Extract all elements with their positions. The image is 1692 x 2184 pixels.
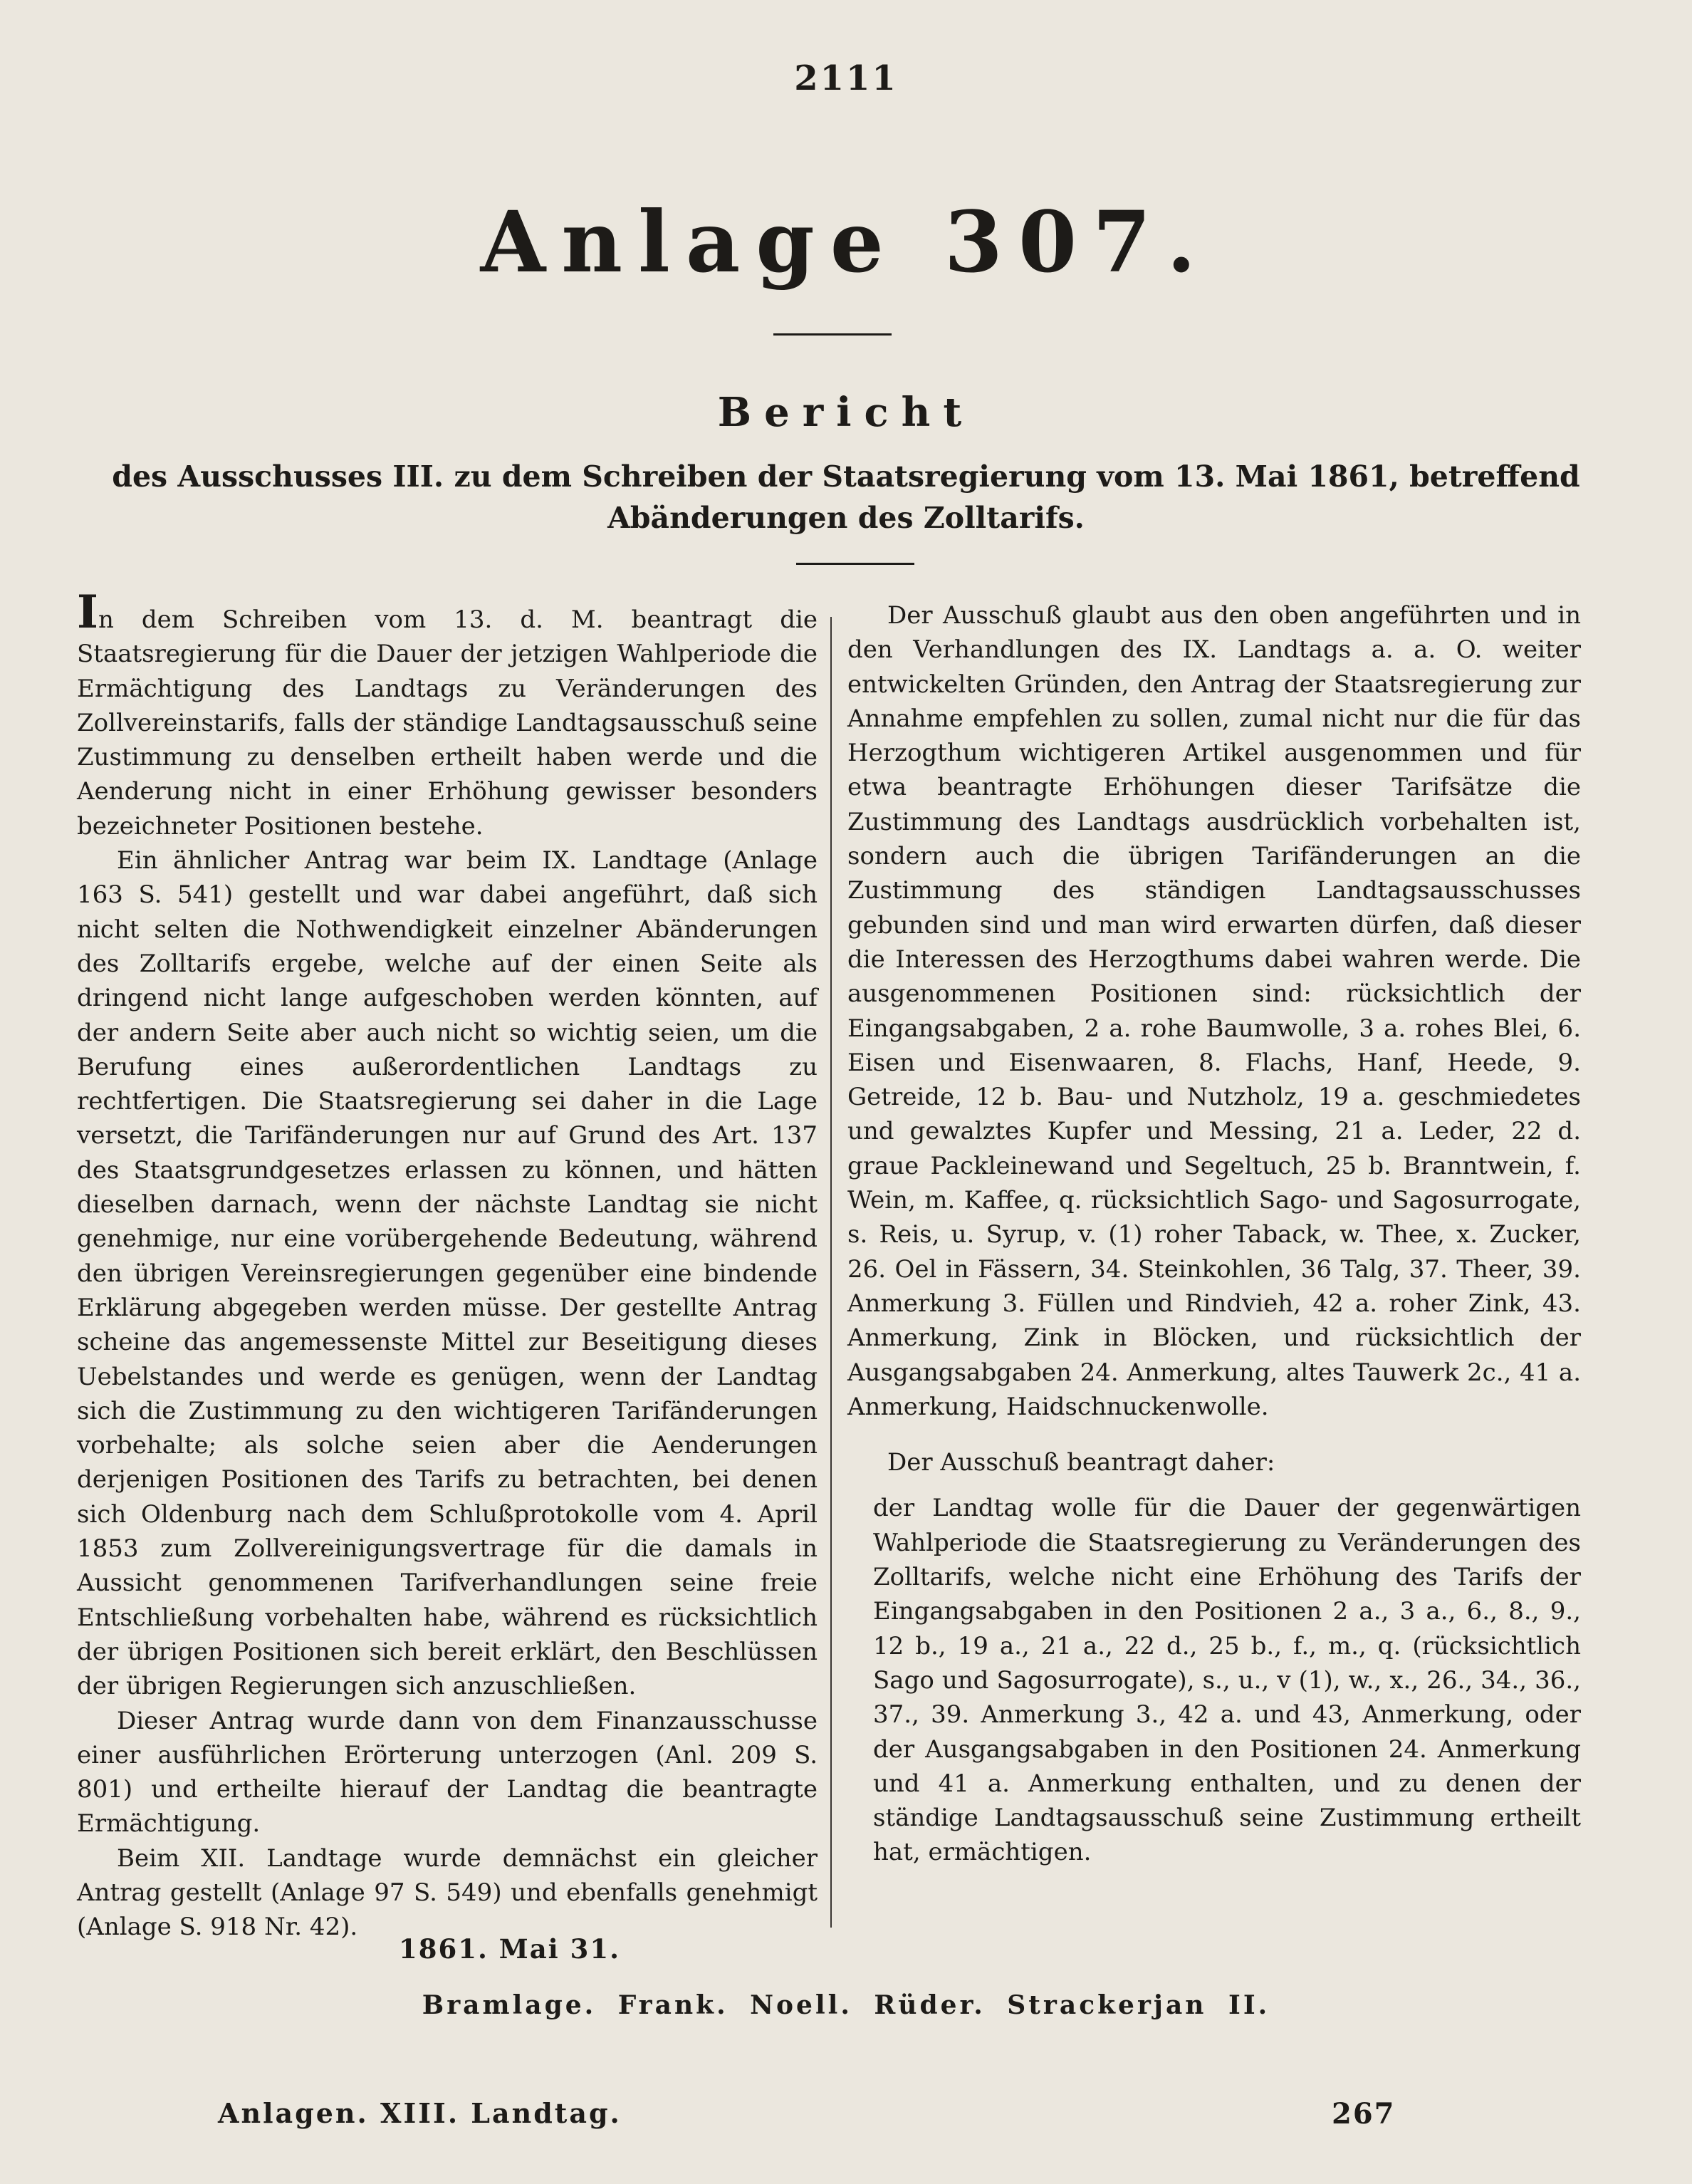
paragraph: Dieser Antrag wurde dann von dem Finanzausschusse einer ausführlichen Erörterung unterzogen (Anl. 209 S. 801) und ertheilte hierauf der Landtag die beantragte Ermächtigung. xyxy=(77,1706,818,1839)
drop-cap: I xyxy=(77,586,98,639)
title-rule xyxy=(773,333,892,336)
paragraph: Beim XII. Landtage wurde demnächst ein gleicher Antrag gestellt (Anlage 97 S. 549) und ebenfalls genehmigt (Anlage S. 918 Nr. 42). xyxy=(77,1844,818,1942)
column-divider xyxy=(830,617,832,1928)
report-subtitle: des Ausschusses III. zu dem Schreiben der Staatsregierung vom 13. Mai 1861, betreffend Abänderungen des Zolltarifs. xyxy=(112,459,1580,535)
motion-intro: Der Ausschuß beantragt daher: xyxy=(887,1448,1275,1477)
footer-collection: Anlagen. XIII. Landtag. xyxy=(218,2097,622,2129)
right-column xyxy=(847,598,1581,1870)
appendix-title: Anlage 307. xyxy=(480,192,1212,291)
motion-text: der Landtag wolle für die Dauer der gegenwärtigen Wahlperiode die Staatsregierung zu Veränderungen des Zolltarifs, welche nicht eine Erhöhung des Tarifs der Eingangsabgaben in den Positionen 2 a., 3 a., 6., 8., 9., 12 b., 19 a., 21 a., 22 d., 25 b., f., m., q. (rücksichtlich Sago und Sagosurrogate), s., u., v (1), w., x., 26., 34., 36., 37., 39. Anmerkung 3., 42 a. und 43, Anmerkung, oder der Ausgangsabgaben in den Positionen 24. Anmerkung und 41 a. Anmerkung enthalten, und zu denen der ständige Landtagsausschuß seine Zustimmung ertheilt hat, ermächtigen. xyxy=(873,1494,1581,1867)
report-heading: Bericht xyxy=(717,389,975,436)
signatures: Bramlage. Frank. Noell. Rüder. Strackerjan II. xyxy=(422,1990,1270,2020)
page-number: 2111 xyxy=(794,58,898,98)
paragraph xyxy=(77,586,818,843)
paragraph: Der Ausschuß glaubt aus den oben angeführten und in den Verhandlungen des IX. Landtags a. a. O. weiter entwickelten Gründen, den Antrag der Staatsregierung zur Annahme empfehlen zu sollen, zumal nicht nur die für das Herzogthum wichtigeren Artikel ausgenommen und für etwa beantragte Erhöhungen dieser Tarifsätze die Zustimmung des Landtags ausdrücklich vorbehalten ist, sondern auch die übrigen Tarifänderungen an die Zustimmung des ständigen Landtagsausschusses gebunden sind und man wird erwarten dürfen, daß dieser die Interessen des Herzogthums dabei wahren werde. Die ausgenommenen Positionen sind: rücksichtlich der Eingangsabgaben, 2 a. rohe Baumwolle, 3 a. rohes Blei, 6. Eisen und Eisenwaaren, 8. Flachs, Hanf, Heede, 9. Getreide, 12 b. Bau- und Nutzholz, 19 a. geschmiedetes und gewalztes Kupfer und Messing, 21 a. Leder, 22 d. graue Packleinewand und Segeltuch, 25 b. Branntwein, f. Wein, m. Kaffee, q. rücksichtlich Sago- und Sagosurrogate, s. Reis, u. Syrup, v. (1) roher Taback, w. Thee, x. Zucker, 26. Oel in Fässern, 34. Steinkohlen, 36 Talg, 37. Theer, 39. Anmerkung 3. Füllen und Rindvieh, 42 a. roher Zink, 43. Anmerkung, Zink in Blöcken, und rücksichtlich der Ausgangsabgaben 24. Anmerkung, altes Tauwerk 2c., 41 a. Anmerkung, Haidschnuckenwolle. xyxy=(847,601,1581,1421)
left-column xyxy=(77,586,818,1945)
paragraph: Ein ähnlicher Antrag war beim IX. Landtage (Anlage 163 S. 541) gestellt und war dabei angeführt, daß sich nicht selten die Nothwendigkeit einzelner Abänderungen des Zolltarifs ergebe, welche auf der einen Seite als dringend nicht lange aufgeschoben werden könnten, auf der andern Seite aber auch nicht so wichtig seien, um die Berufung eines außerordentlichen Landtags zu rechtfertigen. Die Staatsregierung sei daher in die Lage versetzt, die Tarifänderungen nur auf Grund des Art. 137 des Staatsgrundgesetzes erlassen zu können, und hätten dieselben darnach, wenn der nächste Landtag sie nicht genehmige, nur eine vorübergehende Bedeutung, während den übrigen Vereinsregierungen gegenüber eine bindende Erklärung abgegeben werden müsse. Der gestellte Antrag scheine das angemessenste Mittel zur Beseitigung dieses Uebelstandes und werde es genügen, wenn der Landtag sich die Zustimmung zu den wichtigeren Tarifänderungen vorbehalte; als solche seien aber die Aenderungen derjenigen Positionen des Tarifs zu betrachten, bei denen sich Oldenburg nach dem Schlußprotokolle vom 4. April 1853 zum Zollvereinigungsvertrage für die damals in Aussicht genommenen Tarifverhandlungen seine freie Entschließung vorbehalten habe, während es rücksichtlich der übrigen Positionen sich bereit erklärt, den Beschlüssen der übrigen Regierungen sich anzuschließen. xyxy=(77,846,818,1701)
subtitle-rule xyxy=(796,563,914,565)
paragraph-text: n dem Schreiben vom 13. d. M. beantragt die Staatsregierung für die Dauer der jetzigen Wahlperiode die Ermächtigung des Landtags zu Veränderungen des Zollvereinstarifs, falls der ständige Landtagsausschuß seine Zustimmung zu denselben ertheilt haben werde und die Aenderung nicht in einer Erhöhung gewisser besonders bezeichneter Positionen bestehe. xyxy=(77,605,818,841)
footer-page-number: 267 xyxy=(1332,2097,1396,2131)
date-line: 1861. Mai 31. xyxy=(399,1933,620,1965)
